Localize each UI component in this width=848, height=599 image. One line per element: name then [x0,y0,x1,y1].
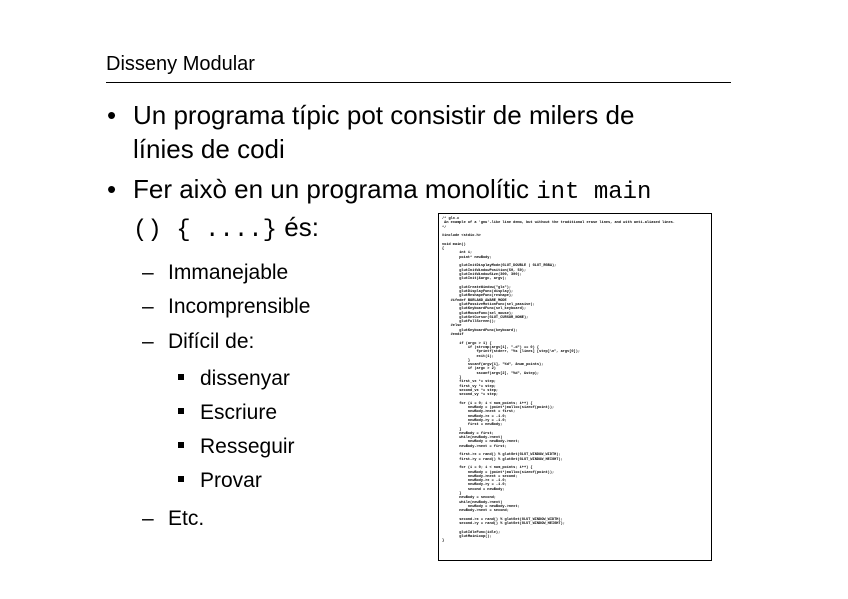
subsubitem-label: Resseguir [200,435,295,458]
square-bullet [178,374,184,380]
subitem-etc [142,507,204,531]
title-underline [106,82,731,83]
bullet-1-line-1: Un programa típic pot consistir de milers de [133,100,635,130]
slide-title: Disseny Modular [106,53,255,75]
subsubitem-provar [178,469,262,493]
subitem-immanejable [142,261,288,285]
bullet-2-code: int main [536,179,652,206]
dash-mark: – [142,330,154,353]
subitem-label: Incomprensible [168,295,311,318]
subsubitem-resseguir [178,435,295,459]
square-bullet [178,476,184,482]
bullet-1-line-2: línies de codi [133,134,285,164]
subitem-dificil [142,330,254,354]
square-bullet [178,442,184,448]
subitem-label: Immanejable [168,261,289,284]
dash-mark: – [142,507,154,530]
dash-mark: – [142,295,154,318]
subsubitem-label: Escriure [200,401,278,424]
bullet-2-text: Fer això en un programa monolític [133,174,537,204]
bullet-mark: • [107,174,117,204]
subitem-label: Etc. [168,507,205,530]
square-bullet [178,408,184,414]
subsubitem-label: dissenyar [200,367,290,390]
dash-mark: – [142,261,154,284]
bullet-mark: • [107,100,117,130]
subitem-label: Difícil de: [168,330,255,353]
code-listing-box [438,213,712,561]
subsubitem-escriure [178,401,277,425]
bullet-1 [107,98,635,166]
code-listing: /* glx.c An example of a 'gnu'-like line demo, but without the traditional erase lines, and with anti-aliased lines. */ #include <stdio.h> void main() { int i; point* newBody; glutInitDisplayMode(GLUT_DOUBLE | GLUT_RGBA); glutInitWindowPosition(50, 50); glutInitWindowSize(300, 300); glutInit(&argc, argv); glutCreateWindow("glx"); glutDisplayFunc(display); glutReshapeFunc(reshape); #ifndef BORLAND_AWARE_MODE glutPassiveMotionFunc(sel_passive); glutKeyboardFunc(sel_keyboard); glutMouseFunc(sel_mouse); glutSetCursor(GLUT_CURSOR_NONE); glutFullScreen(); #else glutKeyboardFunc(keyboard); #endif if (argc > 1) { if (strcmp(argv[1], "-d") == 0) { fprintf(stderr, "%s [lines] [step]\n", argv[0]); exit(1); } sscanf(argv[1], "%d", &num_points); if (argc > 2) sscanf(argv[2], "%d", &step); } first_vx *= step; first_vy *= step; second_vx *= step; second_vy *= step; for (i = 0; i < num_points; i++) { newBody = (point*)malloc(sizeof(point)); newBody->next = first; newBody->x = -1.0; newBody->y = -1.0; first = newBody; } newBody = first; while(newBody->next) newBody = newBody->next; newBody->next = first; first->x = rand() % glutGet(GLUT_WINDOW_WIDTH); first->y = rand() % glutGet(GLUT_WINDOW_HEIGHT); for (i = 0; i < num_points; i++) { newBody = (point*)malloc(sizeof(point)); newBody->next = second; newBody->x = -1.0; newBody->y = -1.0; second = newBody; } newBody = second; while(newBody->next) newBody = newBody->next; newBody->next = second; second->x = rand() % glutGet(GLUT_WINDOW_WIDTH); second->y = rand() % glutGet(GLUT_WINDOW_HEIGHT); glutIdleFunc(idle); glutMainLoop(); } [442,217,675,544]
subitem-incomprensible [142,295,310,319]
bullet-2-text-end: és: [277,212,319,242]
subsubitem-label: Provar [200,469,262,492]
bullet-2-line-1 [133,172,651,210]
subsubitem-dissenyar [178,367,290,391]
bullet-2-code-continued: () { ....} [133,217,278,244]
